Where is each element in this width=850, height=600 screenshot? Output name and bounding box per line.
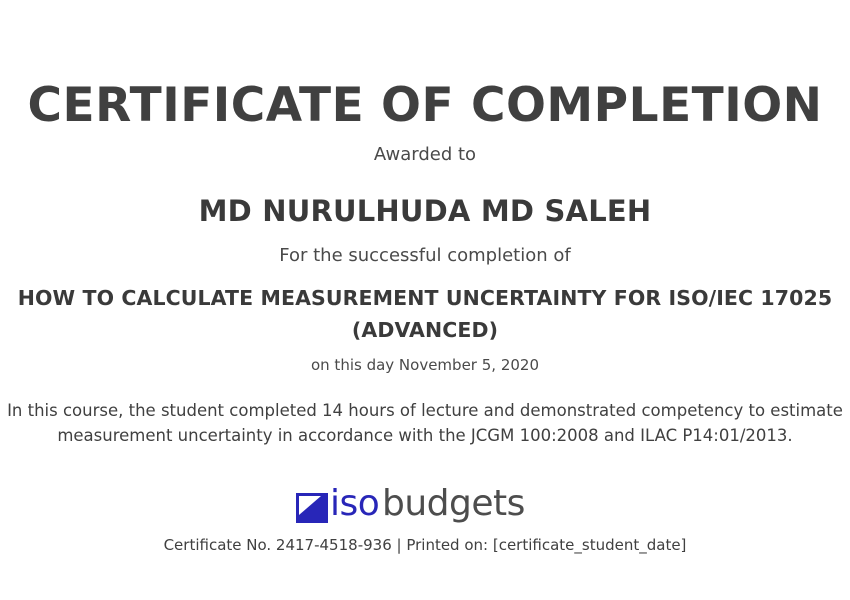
certificate-title: CERTIFICATE OF COMPLETION <box>27 78 823 133</box>
completion-label: For the successful completion of <box>279 245 571 266</box>
isobudgets-logo <box>296 483 536 530</box>
isobudgets-logo-mark-icon <box>296 493 328 523</box>
certificate-footer: Certificate No. 2417-4518-936 | Printed on: [certificate_student_date] <box>163 536 687 554</box>
awarded-to-label: Awarded to <box>373 144 477 165</box>
completion-date: on this day November 5, 2020 <box>310 356 539 374</box>
course-title: HOW TO CALCULATE MEASUREMENT UNCERTAINTY FOR ISO/IEC 17025 (ADVANCED) <box>17 286 833 342</box>
course-description: In this course, the student completed 14 hours of lecture and demonstrated competency to estimate measurement uncertainty in accordance with the JCGM 100:2008 and ILAC P14:01/2013. <box>7 401 843 445</box>
logo-text-iso: iso <box>330 483 380 524</box>
logo-text-budgets: budgets <box>382 483 525 524</box>
student-name: MD NURULHUDA MD SALEH <box>198 194 652 228</box>
